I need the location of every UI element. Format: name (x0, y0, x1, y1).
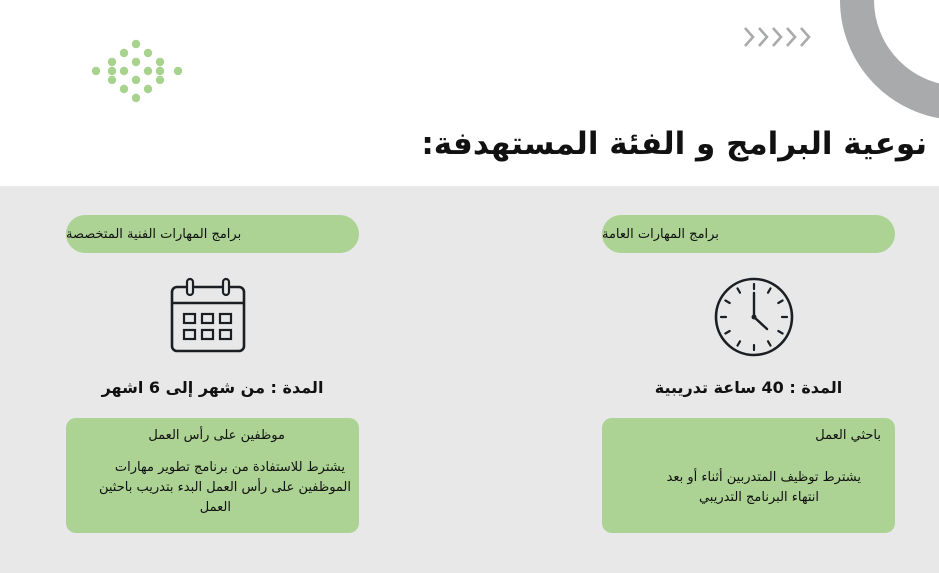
general-audience-card (602, 418, 895, 533)
chevron-right-icon (742, 24, 818, 50)
general-condition-line1: يشترط توظيف المتدربين أثناء أو بعد (666, 470, 861, 485)
technical-condition-line3: العمل (199, 500, 231, 515)
dot-grid-decoration (88, 38, 186, 104)
header-area (0, 0, 939, 186)
page-title: نوعية البرامج و الفئة المستهدفة: (421, 126, 927, 162)
technical-skills-label-pill (66, 215, 359, 253)
general-skills-label: برامج المهارات العامة (602, 226, 719, 242)
technical-condition-line1: يشترط للاستفادة من برنامج تطوير مهارات (114, 460, 345, 475)
technical-audience-card (66, 418, 359, 533)
general-audience: باحثي العمل (815, 428, 881, 443)
general-condition-line2: انتهاء البرنامج التدريبي (698, 490, 819, 505)
technical-duration: المدة : من شهر إلى 6 اشهر (101, 378, 324, 397)
general-skills-label-pill (602, 215, 895, 253)
technical-skills-label: برامج المهارات الفنية المتخصصة (66, 226, 242, 242)
calendar-icon (169, 276, 247, 354)
technical-condition-line2: الموظفين على رأس العمل البدء بتدريب باحثين (98, 480, 351, 495)
technical-audience: موظفين على رأس العمل (148, 428, 285, 443)
circle-arc-decoration (840, 0, 939, 120)
clock-icon (713, 276, 795, 358)
general-duration: المدة : 40 ساعة تدريبية (654, 378, 843, 397)
